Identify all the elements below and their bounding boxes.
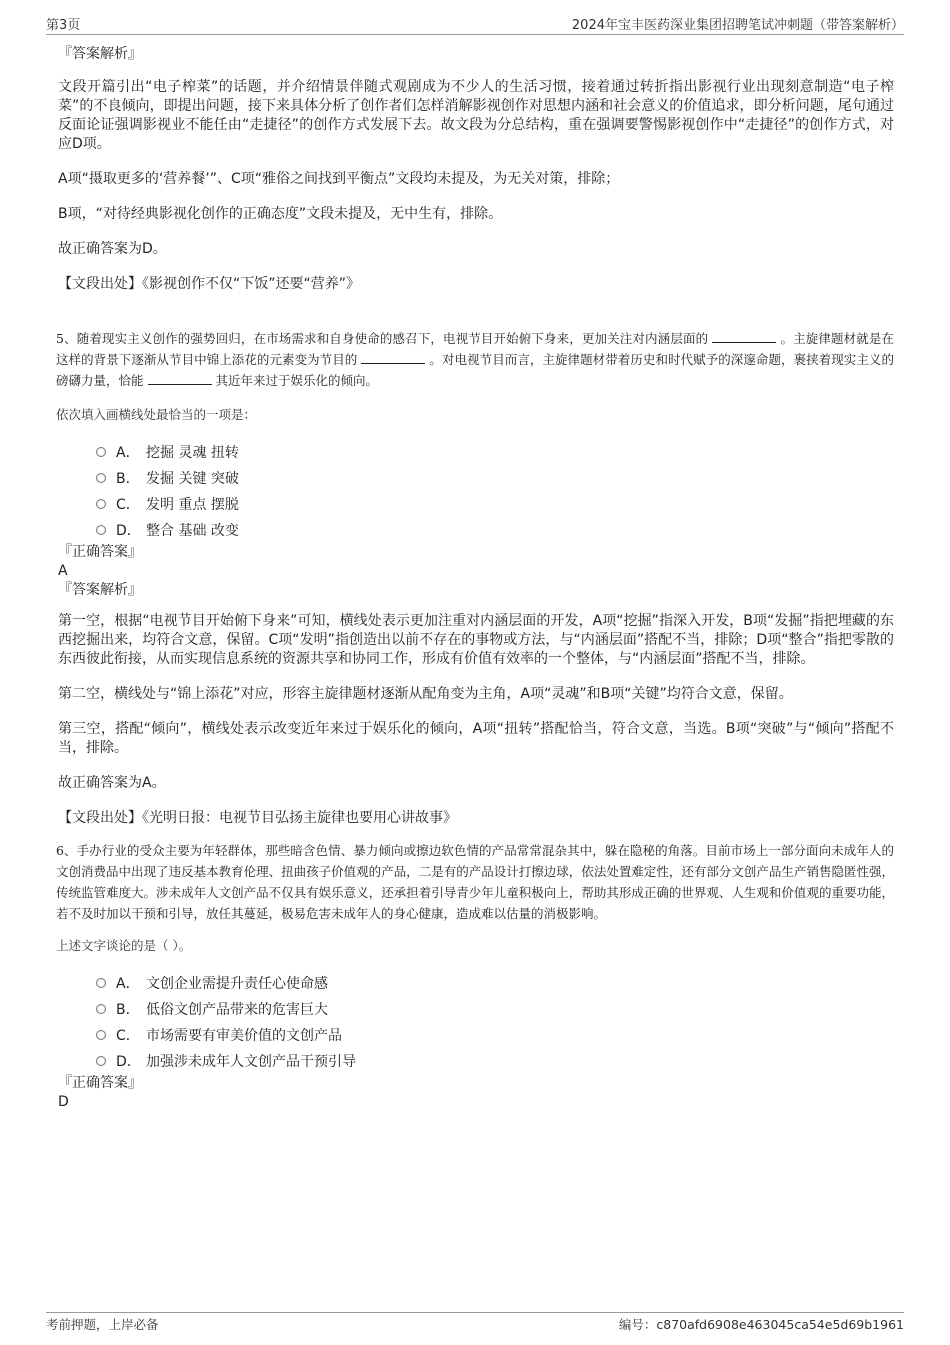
option-c[interactable]: C． 市场需要有审美价值的文创产品 <box>96 1022 894 1048</box>
option-b[interactable]: B． 发掘 关键 突破 <box>96 465 894 491</box>
radio-icon[interactable] <box>96 447 106 457</box>
footer-slogan: 考前押题，上岸必备 <box>46 1317 159 1332</box>
source-citation: 【文段出处】《影视创作不仅“下饭”还要“营养”》 <box>58 276 361 292</box>
option-a[interactable]: A． 挖掘 灵魂 扭转 <box>96 439 894 465</box>
page-header <box>46 14 904 35</box>
analysis-label: 『答案解析』 <box>58 582 142 598</box>
document-id: 编号：c870afd6908e463045ca54e5d69b1961 <box>618 1317 904 1332</box>
radio-icon[interactable] <box>96 1030 106 1040</box>
document-title: 2024年宝丰医药深业集团招聘笔试冲刺题（带答案解析） <box>571 18 904 33</box>
answer-statement: 故正确答案为A。 <box>58 775 166 791</box>
analysis-paragraph: 第一空，根据“电视节目开始俯下身来”可知，横线处表示更加注重对内涵层面的开发，A项“挖掘”指深入开发，B项“发掘”指把埋藏的东西挖掘出来，均符合文意，保留。C项“发明”指创造出以前不存在的事物或方法，与“内涵层面”搭配不当，排除；D项“整合”指把零散的东西彼此衔接，从而实现信息系统的资源共享和协同工作，形成有价值有效率的一个整体，与“内涵层面”搭配不当，排除。 <box>58 613 894 667</box>
radio-icon[interactable] <box>96 525 106 535</box>
radio-icon[interactable] <box>96 978 106 988</box>
question-prompt: 依次填入画横线处最恰当的一项是： <box>56 407 257 422</box>
option-d[interactable]: D． 加强涉未成年人文创产品干预引导 <box>96 1048 894 1074</box>
option-c[interactable]: C． 发明 重点 摆脱 <box>96 491 894 517</box>
analysis-paragraph: 第二空，横线处与“锦上添花”对应，形容主旋律题材逐渐从配角变为主角，A项“灵魂”和B项“关键”均符合文意，保留。 <box>58 686 793 702</box>
correct-answer-label: 『正确答案』 <box>58 544 142 560</box>
option-list <box>96 439 894 543</box>
source-citation: 【文段出处】《光明日报：电视节目弘扬主旋律也要用心讲故事》 <box>58 810 457 826</box>
correct-answer-label: 『正确答案』 <box>58 1075 142 1091</box>
answer-statement: 故正确答案为D。 <box>58 241 167 257</box>
radio-icon[interactable] <box>96 1004 106 1014</box>
question-prompt: 上述文字谈论的是（ ）。 <box>56 938 192 953</box>
correct-answer: A <box>58 563 68 579</box>
analysis-paragraph: A项“摄取更多的‘营养餐’”、C项“雅俗之间找到平衡点”文段均未提及，为无关对策，排除； <box>58 171 620 187</box>
analysis-paragraph: 文段开篇引出“电子榨菜”的话题，并介绍情景伴随式观剧成为不少人的生活习惯，接着通过转折指出影视行业出现刻意制造“电子榨菜”的不良倾向，即提出问题，接下来具体分析了创作者们怎样消解影视创作对思想内涵和社会意义的价值追求，即分析问题，尾句通过反面论证强调影视业不能任由“走捷径”的创作方式发展下去。故文段为分总结构，重在强调要警惕影视创作中“走捷径”的创作方式，对应D项。 <box>58 79 894 152</box>
option-list <box>96 970 894 1074</box>
correct-answer: D <box>58 1094 69 1110</box>
fill-blank <box>148 371 212 385</box>
analysis-label: 『答案解析』 <box>58 46 142 62</box>
option-b[interactable]: B． 低俗文创产品带来的危害巨大 <box>96 996 894 1022</box>
radio-icon[interactable] <box>96 473 106 483</box>
option-d[interactable]: D． 整合 基础 改变 <box>96 517 894 543</box>
page-content <box>56 44 894 1112</box>
question-stem: 5、随着现实主义创作的强势回归，在市场需求和自身使命的感召下，电视节目开始俯下身来，更加关注对内涵层面的 。主旋律题材就是在这样的背景下逐渐从节目中锦上添花的元素变为节目的 。对电视节目而言，主旋律题材带着历史和时代赋予的深邃命题，裹挟着现实主义的磅礴力量，恰能 其近年来过于娱乐化的倾向。 <box>56 331 894 388</box>
radio-icon[interactable] <box>96 499 106 509</box>
analysis-paragraph: B项，“对待经典影视化创作的正确态度”文段未提及，无中生有，排除。 <box>58 206 503 222</box>
page-number: 第3页 <box>46 18 81 33</box>
page-footer <box>46 1312 904 1335</box>
fill-blank <box>361 350 425 364</box>
radio-icon[interactable] <box>96 1056 106 1066</box>
fill-blank <box>712 329 776 343</box>
analysis-paragraph: 第三空，搭配“倾向”，横线处表示改变近年来过于娱乐化的倾向，A项“扭转”搭配恰当，符合文意，当选。B项“突破”与“倾向”搭配不当，排除。 <box>58 721 894 756</box>
option-a[interactable]: A． 文创企业需提升责任心使命感 <box>96 970 894 996</box>
question-stem: 6、手办行业的受众主要为年轻群体，那些暗含色情、暴力倾向或擦边软色情的产品常常混杂其中，躲在隐秘的角落。目前市场上一部分面向未成年人的文创消费品中出现了违反基本教育伦理、扭曲孩子价值观的产品，二是有的产品设计打擦边球，依法处置难定性，还有部分文创产品生产销售隐匿性强，传统监管难度大。涉未成年人文创产品不仅具有娱乐意义，还承担着引导青少年儿童积极向上，帮助其形成正确的世界观、人生观和价值观的重要功能，若不及时加以干预和引导，放任其蔓延，极易危害未成年人的身心健康，造成难以估量的消极影响。 <box>56 843 894 921</box>
